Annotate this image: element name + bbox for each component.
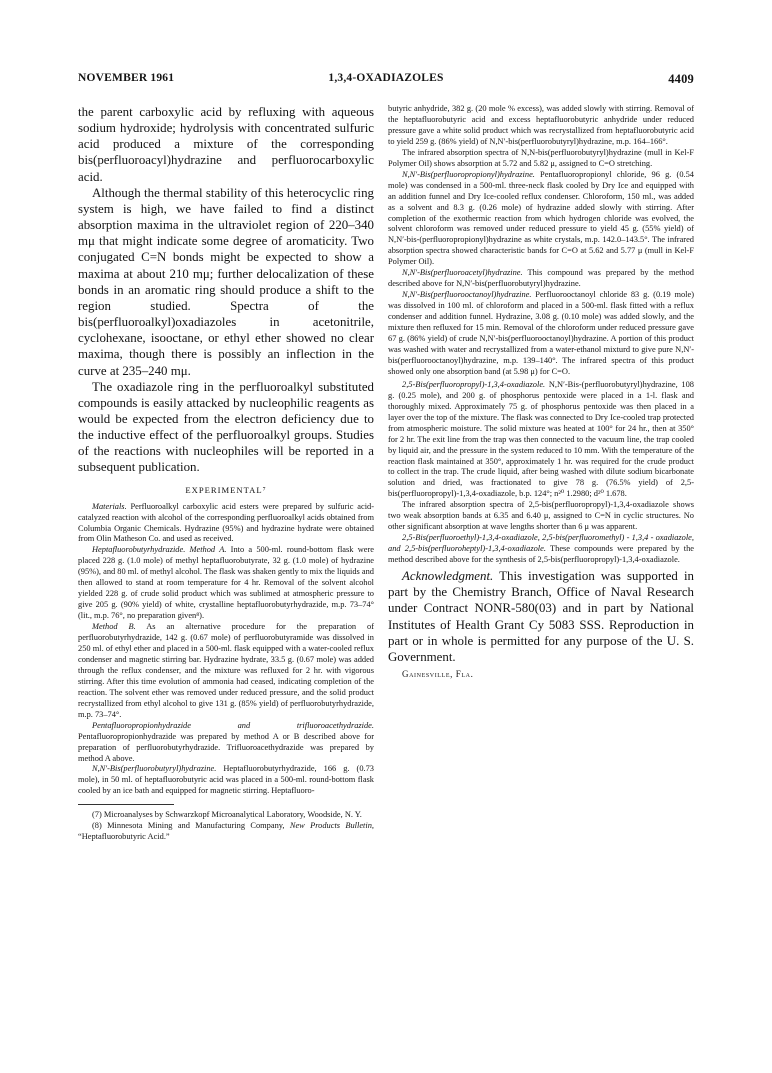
- heptafluorobutyrhydrazide-title: Heptafluorobutyrhydrazide. Method A.: [92, 545, 227, 555]
- footnote-8-text: (8) Minnesota Mining and Manufacturing Company,: [92, 821, 290, 831]
- heptafluorobutyrhydrazide-text: Into a 500-ml. round-bottom flask were placed 228 g. (1.0 mole) of methyl heptafluorobutyrate, 32 g. (1.0 mole) of hydrazine (95%), and 80 ml. of methyl alcohol. The flask was shaken gently to mix the liquids and then allowed to stand at room temperature for 4 hr. Removal of the solvent alcohol yielded 228 g. of crude solid product which was sublimed at atmospheric pressure to give 205 g. (90% yield) of white, crystalline heptafluorobutyrhydrazide, m.p. 73–74° (lit., m.p. 76°, no preparation given⁸).: [78, 545, 374, 621]
- heptafluorobutyrhydrazide-paragraph: [78, 545, 374, 622]
- oxadiazole-prep-title: 2,5-Bis(perfluoropropyl)-1,3,4-oxadiazole.: [402, 379, 546, 389]
- bis-perfluoroacetyl-title: N,N′-Bis(perfluoroacetyl)hydrazine.: [402, 268, 523, 278]
- footnote-8-bulletin: New Products Bulletin,: [289, 821, 374, 831]
- page-number: 4409: [668, 72, 694, 86]
- running-title: 1,3,4-OXADIAZOLES: [328, 72, 444, 84]
- experimental-heading: EXPERIMENTAL⁷: [185, 484, 267, 495]
- left-column: [78, 104, 374, 842]
- other-oxadiazoles-text: These compounds were prepared by the method described above for the synthesis of 2,5-bis(perfluoropropyl)-1,3,4-oxadiazole.: [388, 544, 694, 565]
- materials-text: Perfluoroalkyl carboxylic acid esters were prepared by sulfuric acid-catalyzed reaction with alcohol of the corresponding perfluoroalkyl acids obtained from Columbia Organic Chemicals. Hydrazine (95%) and hydrazine hydrate were obtained from Olin Matheson Co. and used as received.: [78, 501, 374, 544]
- bis-perfluorooctanoyl-text: Perfluorooctanoyl chloride 83 g. (0.19 mole) was dissolved in 100 ml. of chloroform and placed in a 500-ml. flask fitted with a reflux condenser and addition funnel. Hydrazine, 3.08 g. (0.10 mole) was added slowly, and the mixture then refluxed for 15 min. Removal of the chloroform under reduced pressure gave 67 g. (86% yield) of crude N,N′-bis(perfluorooctanoyl)hydrazine. A portion of this product was washed with water and recrystallized from a water-ethanol mixturd to give pure N,N′-bis(perfluorooctanoyl)hydrazine, m.p. 139–140°. The infrared spectra of this product showed only one absorption band (at 5.98 μ) for C=O.: [388, 290, 694, 376]
- footnote-8-quote: “Heptafluorobutyric Acid.”: [78, 831, 170, 841]
- bis-perfluorooctanoyl-title: N,N′-Bis(perfluorooctanoyl)hydrazine.: [402, 290, 532, 300]
- bis-perfluoroacetyl-text: This compound was prepared by the method described above for N,N′-bis(perfluorobutyryl)hydrazine.: [388, 268, 694, 289]
- pentafluoropropionhydrazide-title: Pentafluoropropionhydrazide and trifluoroacethydrazide.: [92, 720, 374, 730]
- bis-perfluorobutyryl-text: Heptafluorobutyrhydrazide, 166 g. (0.73 mole), in 50 ml. of heptafluorobutyric acid was placed in a 500-ml. round-bottom flask cooled by an ice bath and equipped for magnetic stirring. Heptafluoro-: [78, 764, 374, 796]
- acknowledgment-paragraph: [388, 568, 694, 665]
- author-location: Gainesville, Fla.: [402, 668, 474, 679]
- footnote-7: (7) Microanalyses by Schwarzkopf Microanalytical Laboratory, Woodside, N. Y.: [92, 810, 362, 820]
- bis-perfluoropropionyl-title: N,N′-Bis(perfluoropropionyl)hydrazine.: [402, 169, 535, 179]
- method-b-paragraph: [78, 622, 374, 721]
- method-b-text: As an alternative procedure for the preparation of perfluorobutyrhydrazide, 142 g. (0.67 mole) of perfluorobutyramide was dissolved in 250 ml. of ethyl ether and placed in a 500-ml. flask equipped with a water-cooled reflux condenser and magnetic stirring bar. Hydrazine hydrate, 33.5 g. (0.67 mole) was added through the reflux condenser, and the mixture was refluxed for 2 hr. with vigorous stirring. After this time evolution of ammonia had ceased, indicating completion of the reaction. The solvent ether was removed under reduced pressure, and the solid product recrystallized from ethyl alcohol to give 131 g. (85% yield) of perfluorobutyrhydrazide, m.p. 73–74°.: [78, 622, 374, 719]
- bis-perfluoroacetyl-paragraph: [388, 268, 694, 290]
- body-paragraph: the parent carboxylic acid by refluxing with aqueous sodium hydroxide; hydrolysis with concentrated sulfuric acid produced a mixture of the corresponding bis(perfluoroacyl)hydrazine and perfluorocarboxylic acid.: [78, 105, 374, 184]
- issue-date: NOVEMBER 1961: [78, 72, 175, 84]
- pentafluoropropionhydrazide-paragraph: [78, 721, 374, 765]
- running-head: [78, 72, 694, 88]
- right-column: [388, 104, 694, 679]
- materials-paragraph: [78, 502, 374, 546]
- infrared-paragraph: The infrared absorption spectra of N,N-bis(perfluorobutyryl)hydrazine (mull in Kel-F Polymer Oil) shows absorption at 5.72 and 5.82 μ, assigned to C=O stretching.: [388, 147, 694, 168]
- oxadiazole-prep-paragraph: [388, 380, 694, 500]
- materials-title: Materials.: [92, 501, 127, 511]
- body-paragraph: Although the thermal stability of this heterocyclic ring system is high, we have failed to find a distinct absorption maxima in the ultraviolet region of 220–340 mμ that might indicate some degree of aromaticity. Two conjugated C=N bonds might be expected to show a maxima at about 210 mμ; further delocalization of these bonds in an aromatic ring should produce a shift to the region studied. Spectra of the bis(perfluoroalkyl)oxadiazoles in acetonitrile, cyclohexane, isooctane, or ethyl ether showed no clear maxima, though there is possibly an inflection in the curve at 235–240 mμ.: [78, 185, 374, 378]
- bis-perfluoropropionyl-paragraph: [388, 170, 694, 269]
- acknowledgment-text: This investigation was supported in part by the Chemistry Branch, Office of Naval Research under Contract NONR-580(03) and in part by National Institutes of Health Grant Cy 5083 SSS. Reproduction in part or in whole is permitted for any purpose of the U. S. Government.: [388, 569, 694, 664]
- method-b-title: Method B.: [92, 622, 136, 632]
- bis-perfluoropropionyl-text: Pentafluoropropionyl chloride, 96 g. (0.54 mole) was condensed in a 500-ml. three-neck flask cooled by Dry Ice and equipped with an addition funnel and Dry Ice-cooled reflux condenser. Chloroform, 150 ml., was added as a solvent and 8.3 g. (0.26 mole) of hydrazine added slowly with stirring. After completion of the exothermic reaction from which hydrogen chloride was evolved, the solvent chloroform was removed under reduced pressure to yield 45 g. (55% yield) of N,N′-bis-(perfluoropropionyl)hydrazine as white crystals, m.p. 142.0–143.5°. The infrared absorption spectra showed characteristic bands for C=O at 5.62 and 5.77 μ (mull in Kel-F Polymer Oil).: [388, 169, 694, 267]
- bis-perfluorobutyryl-title: N,N′-Bis(perfluorobutyryl)hydrazine.: [92, 764, 217, 774]
- bis-perfluorobutyryl-paragraph: [78, 764, 374, 797]
- oxadiazole-infrared-paragraph: The infrared absorption spectra of 2,5-bis(perfluoropropyl)-1,3,4-oxadiazole shows two weak absorption bands at 6.35 and 6.40 μ, assigned to C=N in cyclic structures. No other significant absorption at wave lengths shorter than 6 μ was apparent.: [388, 500, 694, 532]
- footnote-8: [78, 821, 374, 842]
- oxadiazole-prep-text: N,N′-Bis-(perfluorobutyryl)hydrazine, 108 g. (0.25 mole), and 200 g. of phosphorus pentoxide were placed in a 1-l. flask and thoroughly mixed. Approximately 75 g. of phosphorus pentoxide was then placed in a layer over the top of the mixture. The flask was connected to Dry Ice-cooled trap protected from atmospheric moisture. The solid mixture was heated at 100° for 24 hr., then at 350° for 2 hr. The exit line from the trap was then connected to the vacuum line, the trap cooled by liquid air, and the pressure in the system reduced to 10 mm. With the temperature of the reaction flask maintained at 350°, approximately 1 hr. was required for the crude product to collect in the trap. The crude liquid, after being washed with dilute sodium bicarbonate solution and dried, was fractionated to give 78 g. (76.5% yield) of 2,5-bis(perfluoropropyl)-1,3,4-oxadiazole, b.p. 124°; n²⁰ 1.2980; d²⁰ 1.678.: [388, 379, 694, 499]
- footnote-rule: [78, 804, 174, 805]
- body-paragraph: The oxadiazole ring in the perfluoroalkyl substituted compounds is easily attacked by nucleophilic reagents as would be expected from the electron deficiency due to the inductive effect of the perfluoroalkyl groups. Studies of the reactions with nucleophiles will be reported in a subsequent publication.: [78, 379, 374, 475]
- other-oxadiazoles-paragraph: [388, 533, 694, 566]
- bis-perfluorooctanoyl-paragraph: [388, 290, 694, 378]
- acknowledgment-title: Acknowledgment.: [402, 569, 494, 584]
- pentafluoropropionhydrazide-text: Pentafluoropropionhydrazide was prepared by method A or B described above for preparation of perfluorobutyrhydrazide. Trifluoroacethydrazide was prepared by method A above.: [78, 731, 374, 763]
- other-oxadiazoles-title: 2,5-Bis(perfluoroethyl)-1,3,4-oxadiazole, 2,5-bis(perfluoromethyl) - 1,3,4 - oxadiazole, and 2,5-bis(perfluoroheptyl)-1,3,4-oxadiazole.: [388, 533, 694, 554]
- continued-paragraph: butyric anhydride, 382 g. (20 mole % excess), was added slowly with stirring. Removal of the heptafluorobutyric acid and excess heptafluorobutyric anhydride under reduced pressure gave a white solid product which was recrystallized from heptafluorobutyric acid to yield 259 g. (86% yield) of N,N′-bis(perfluorobutyryl)hydrazine, m.p. 164–166°.: [388, 104, 694, 146]
